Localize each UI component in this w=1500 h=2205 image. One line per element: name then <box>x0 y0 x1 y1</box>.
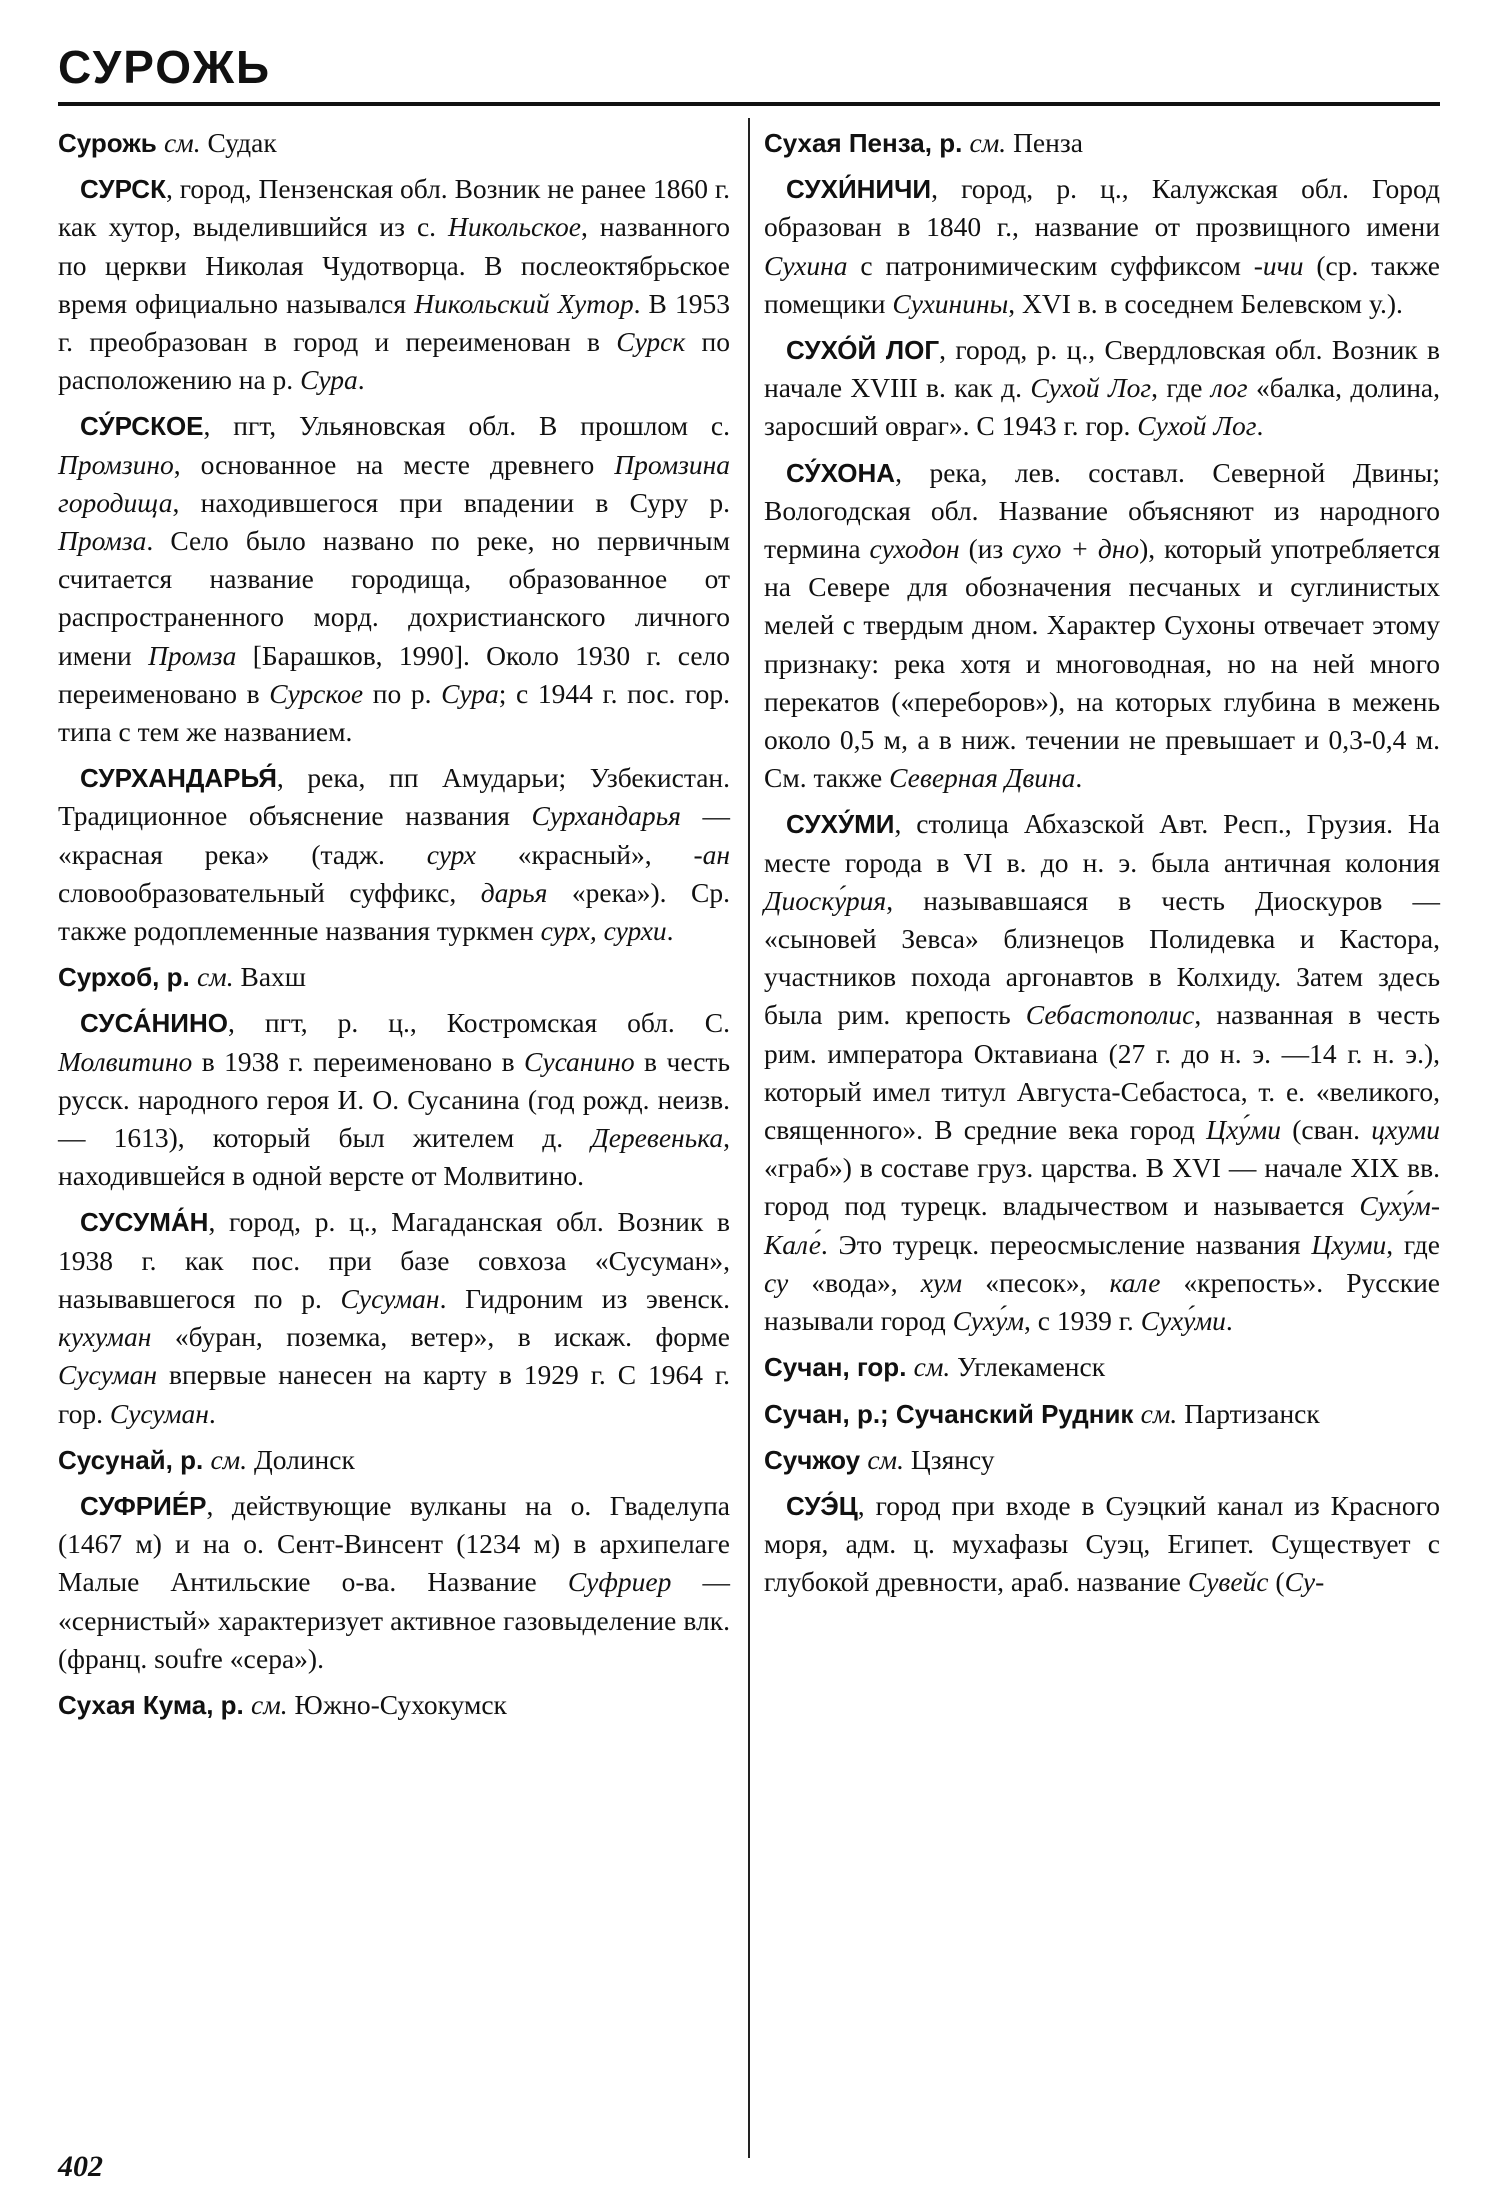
italic-term: Деревенька <box>591 1122 724 1154</box>
entry-text: , столица Абхазской Авт. Респ., Грузия. На месте города в VI в. до н. э. была античная колония <box>764 808 1440 878</box>
entry-text: [Барашков, 1990]. Около 1930 г. село переименовано в <box>58 639 730 709</box>
cross-reference-entry <box>764 124 1440 162</box>
entry-text: , названная в честь рим. императора Октавиана (27 г. до н. э. —14 г. н. э.), который имел титул Августа-Себастоса, т. е. «великого, священного». В средние века город <box>764 999 1441 1146</box>
italic-term: см. <box>250 1688 288 1720</box>
italic-term: Сухина <box>764 249 848 281</box>
entry-headword: СУ́РСКОЕ <box>80 411 204 442</box>
entry-headword: СУХУ́МИ <box>786 809 895 840</box>
entry-text: — «красная река» (тадж. <box>58 800 730 870</box>
dictionary-entry <box>58 759 730 950</box>
entry-headword: СУСУМА́Н <box>80 1207 209 1238</box>
italic-term: Цхуми <box>1311 1228 1387 1260</box>
entry-text: по расположению на р. <box>58 326 730 396</box>
entry-headword: СУСА́НИНО <box>80 1008 228 1039</box>
entry-headword: Сухая Кума, р. <box>58 1689 251 1720</box>
italic-term: сухо + дно <box>1012 533 1140 565</box>
entry-text: . <box>666 915 674 947</box>
dictionary-entry <box>764 454 1440 798</box>
cross-reference-entry <box>58 1686 730 1724</box>
entry-text: ; с 1944 г. пос. гор. типа с тем же названием. <box>58 677 730 748</box>
cross-reference-entry <box>58 958 730 996</box>
italic-term: Себастополис <box>1025 999 1195 1031</box>
italic-term: см. <box>163 127 201 158</box>
cross-reference-entry <box>58 1441 730 1479</box>
entry-headword: СУФРИЕ́Р <box>80 1490 207 1521</box>
entry-text: (из <box>959 533 1013 565</box>
entry-text: , где <box>1151 372 1211 404</box>
italic-term: Сурское <box>269 677 364 709</box>
entry-text: «граб») в составе груз. царства. В XVI — начале XIX вв. город под турецк. владычеством и называется <box>764 1152 1440 1222</box>
entry-text: , город, р. ц., Калужская обл. Город образован в 1840 г., название от прозвищного имени <box>764 173 1440 243</box>
entry-text: по р. <box>363 677 442 709</box>
entry-text: (ср. также помещики <box>764 249 1440 319</box>
entry-headword: Сурхоб, р. <box>58 962 197 993</box>
entry-text: , река, пп Амударьи; Узбекистан. Традиционное объяснение названия <box>58 762 730 832</box>
italic-term: Сурск <box>616 326 686 358</box>
italic-term: Никольский Хутор <box>414 287 634 319</box>
italic-term: Сусуман <box>340 1282 440 1314</box>
entry-text: «красный», <box>476 838 694 870</box>
entry-text: . <box>357 364 365 396</box>
italic-term: Сухой Лог <box>1137 410 1257 442</box>
italic-term: сурх <box>426 838 476 870</box>
entry-text: Южно-Сухокумск <box>287 1688 507 1720</box>
dictionary-entry <box>764 805 1440 1340</box>
running-header <box>58 40 1440 106</box>
entry-text: . <box>1256 410 1264 442</box>
entry-text: ( <box>1268 1566 1285 1598</box>
italic-term: Сурхандарья <box>531 800 681 832</box>
dictionary-entry <box>58 407 730 751</box>
entry-text: , с 1939 г. <box>1024 1305 1141 1337</box>
entry-text: Судак <box>200 127 277 158</box>
italic-term: Северная Двина <box>889 762 1076 794</box>
dictionary-entry <box>58 1487 730 1678</box>
entry-text: Пенза <box>1006 127 1083 158</box>
cross-reference-entry <box>764 1348 1440 1386</box>
italic-term: Сура <box>300 364 358 396</box>
entry-text: словообразовательный суффикс, <box>58 876 481 908</box>
entry-text: , называвшаяся в честь Диоскуров — «сыновей Зевса» близнецов Полидевка и Кастора, участников похода аргонавтов в Колхиду. Затем здесь была рим. крепость <box>764 884 1440 1031</box>
cross-reference-entry <box>764 1441 1440 1479</box>
page-number: 402 <box>58 2150 103 2183</box>
entry-text: , где <box>1386 1228 1440 1260</box>
dictionary-entry <box>764 331 1440 446</box>
italic-term: Сувейс <box>1187 1566 1269 1598</box>
italic-term: суходон <box>869 533 960 565</box>
entry-headword: Сучан, гор. <box>764 1352 914 1383</box>
entry-headword: СУЭ́Ц <box>786 1490 858 1521</box>
entry-text: Вахш <box>233 961 306 993</box>
dictionary-entry <box>58 1203 730 1432</box>
entry-text: Углекаменск <box>950 1351 1106 1383</box>
entry-text: впервые нанесен на карту в 1929 г. С 1964 г. гор. <box>58 1359 730 1429</box>
italic-term: Суфриер <box>567 1566 672 1598</box>
italic-term: см. <box>1140 1397 1178 1429</box>
right-column <box>764 124 1440 1610</box>
entry-text: , XVI в. в соседнем Белевском у.). <box>1008 287 1403 319</box>
italic-term: Сухой Лог <box>1030 372 1152 404</box>
entry-text: , город, р. ц., Магаданская обл. Возник в 1938 г. как пос. при базе совхоза «Сусуман», называвшегося по р. <box>58 1206 730 1314</box>
italic-term: лог <box>1210 372 1248 404</box>
entry-text: . Гидроним из эвенск. <box>439 1282 730 1314</box>
entry-text: . Это турецк. переосмысление названия <box>820 1228 1312 1260</box>
entry-headword: СУ́ХОНА <box>786 457 896 488</box>
italic-term: -ан <box>693 838 730 870</box>
italic-term: см. <box>196 961 234 993</box>
entry-text: с патронимическим суффиксом <box>847 249 1254 281</box>
entry-text: «река»). Ср. также родоплеменные названия туркмен <box>58 876 731 947</box>
entry-text: в 1938 г. переименовано в <box>192 1045 525 1077</box>
entry-text: «крепость». Русские называли город <box>764 1266 1440 1337</box>
italic-term: дарья <box>480 876 548 908</box>
italic-term: цхуми <box>1371 1114 1440 1146</box>
entry-text: «вода», <box>788 1266 921 1298</box>
italic-term: Сусанино <box>524 1045 635 1077</box>
dictionary-entry <box>764 170 1440 323</box>
entry-text: Долинск <box>247 1443 355 1475</box>
italic-term: Сусуман <box>58 1359 158 1391</box>
entry-text: , основанное на месте древнего <box>173 448 615 480</box>
entry-headword: Сухая Пенза, р. <box>764 128 970 158</box>
entry-headword: СУРСК <box>80 174 166 205</box>
dictionary-entry <box>764 1487 1440 1602</box>
entry-text: , город, р. ц., Свердловская обл. Возник в начале XVIII в. как д. <box>764 334 1440 404</box>
entry-text: — «сернистый» характеризует активное газовыделение влк. (франц. soufre «сера»). <box>58 1566 730 1674</box>
dictionary-entry <box>58 1004 730 1195</box>
italic-term: см. <box>913 1351 951 1383</box>
entry-text: , находившейся в одной версте от Молвитино. <box>58 1122 730 1192</box>
italic-term: Промза <box>148 639 237 671</box>
entry-text: . В 1953 г. преобразован в город и переименован в <box>58 287 730 358</box>
entry-text: , пгт, р. ц., Костромская обл. С. <box>227 1007 730 1039</box>
dictionary-entry <box>58 170 730 399</box>
entry-text: в честь русск. народного героя И. О. Сусанина (год рожд. неизв. — 1613), который был жителем д. <box>58 1045 730 1154</box>
entry-text: «буран, поземка, ветер», в искаж. форме <box>151 1321 730 1353</box>
entry-headword: СУХО́Й ЛОГ <box>786 335 940 366</box>
entry-headword: Сучан, р.; Сучанский Рудник <box>764 1398 1141 1429</box>
entry-text: . Село было названо по реке, но первичным считается название городища, образованное от распространенного морд. дохристианского личного имени <box>58 525 730 671</box>
italic-term: Суху́ми <box>1140 1305 1226 1337</box>
entry-text: . <box>208 1397 216 1429</box>
entry-text: , действующие вулканы на о. Гваделупа (1467 м) и на о. Сент-Винсент (1234 м) в архипелаге Малые Антильские о-ва. Название <box>58 1489 730 1598</box>
italic-term: Сухинины <box>892 287 1009 319</box>
italic-term: Сусуман <box>109 1397 209 1429</box>
italic-term: кале <box>1109 1266 1161 1298</box>
cross-reference-entry <box>764 1395 1440 1433</box>
italic-term: Молвитино <box>58 1045 193 1077</box>
entry-text: . <box>1075 762 1083 794</box>
italic-term: Су- <box>1284 1566 1325 1598</box>
italic-term: Промзина городища <box>58 448 730 518</box>
entry-text: , названного по церкви Николая Чудотворца. В послеоктябрьское время официально назывался <box>58 211 730 319</box>
italic-term: Цху́ми <box>1206 1114 1281 1146</box>
entry-text: , город, Пензенская обл. Возник не ранее 1860 г. как хутор, выделившийся из с. <box>58 173 730 243</box>
entry-text: (сван. <box>1280 1114 1372 1146</box>
italic-term: Никольское <box>448 211 582 243</box>
italic-term: Сура <box>441 677 499 709</box>
italic-term: хум <box>920 1266 963 1298</box>
entry-text: Партизанск <box>1177 1397 1320 1429</box>
italic-term: Суху́м-Кале́ <box>764 1190 1440 1260</box>
column-divider <box>748 118 750 2158</box>
entry-text: , находившегося при впадении в Суру р. <box>172 486 730 518</box>
entry-text: , пгт, Ульяновская обл. В прошлом с. <box>203 410 730 442</box>
entry-headword: Сучжоу <box>764 1444 868 1475</box>
italic-term: Суху́м <box>952 1305 1025 1337</box>
entry-text: «балка, долина, заросший овраг». С 1943 г. гор. <box>764 372 1440 442</box>
italic-term: кухуман <box>58 1321 152 1353</box>
italic-term: см. <box>210 1443 248 1475</box>
italic-term: см. <box>969 127 1007 158</box>
entry-text: Цзянсу <box>903 1443 995 1475</box>
entry-text: , город при входе в Суэцкий канал из Красного моря, адм. ц. мухафазы Суэц, Египет. Существует с глубокой древности, араб. название <box>764 1489 1440 1598</box>
italic-term: -ичи <box>1253 249 1304 281</box>
italic-term: см. <box>867 1443 904 1475</box>
italic-term: Промза <box>58 525 147 557</box>
italic-term: сурх, сурхи <box>540 915 667 947</box>
running-header-title: СУРОЖЬ <box>58 41 272 93</box>
entry-headword: СУХИ́НИЧИ <box>786 174 932 205</box>
italic-term: Промзино <box>58 448 174 480</box>
entry-text: . <box>1225 1305 1233 1337</box>
entry-headword: Сурожь <box>58 128 164 158</box>
entry-text: , река, лев. составл. Северной Двины; Вологодская обл. Название объясняют из народного термина <box>764 456 1440 565</box>
italic-term: Диоску́рия <box>764 884 887 916</box>
left-column <box>58 124 730 1732</box>
entry-text: ), который употребляется на Севере для обозначения песчаных и суглинистых мелей с твердым дном. Характер Сухоны отвечает этому признаку: река хотя и многоводная, но на ней много перекатов («переборов»), на которых глубина в межень около 0,5 м, а в ниж. течении не превышает и 0,3-0,4 м. См. также <box>764 533 1440 794</box>
italic-term: су <box>764 1266 789 1298</box>
cross-reference-entry <box>58 124 730 162</box>
entry-text: «песок», <box>962 1266 1110 1298</box>
entry-headword: Сусунай, р. <box>58 1444 211 1475</box>
entry-headword: СУРХАНДАРЬЯ́ <box>80 763 277 794</box>
